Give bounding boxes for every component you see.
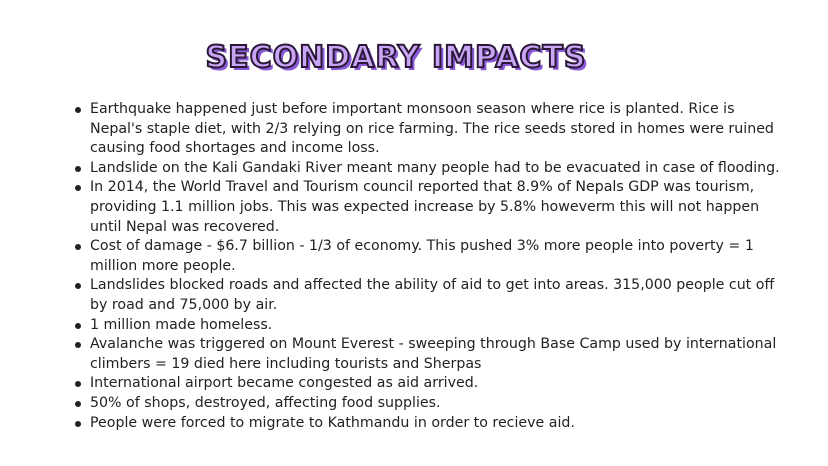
- bullet-item: [70, 335, 790, 374]
- bullet-item: [70, 237, 790, 276]
- bullet-item: [70, 394, 790, 414]
- bullet-item: [70, 374, 790, 394]
- bullet-item: [70, 316, 790, 336]
- bullet-dot-icon: [75, 283, 81, 289]
- bullet-text: Avalanche was triggered on Mount Everest - sweeping through Base Camp used by international climbers = 19 died here including tourists and Sherpas: [90, 336, 777, 372]
- bullet-item: [70, 414, 790, 434]
- bullet-text: International airport became congested as aid arrived.: [90, 375, 479, 392]
- bullet-dot-icon: [75, 185, 81, 191]
- bullet-dot-icon: [75, 244, 81, 250]
- slide-title: SECONDARY IMPACTS: [205, 40, 587, 75]
- bullet-item: [70, 178, 790, 237]
- bullet-text: Landslide on the Kali Gandaki River meant many people had to be evacuated in case of flooding.: [90, 159, 780, 176]
- bullet-text: Cost of damage - $6.7 billion - 1/3 of economy. This pushed 3% more people into poverty = 1 million more people.: [90, 238, 754, 274]
- bullet-text: Landslides blocked roads and affected the ability of aid to get into areas. 315,000 people cut off by road and 75,000 by air.: [90, 277, 775, 313]
- bullet-dot-icon: [75, 342, 81, 348]
- bullet-text: 50% of shops, destroyed, affecting food supplies.: [90, 394, 441, 411]
- bullet-item: [70, 100, 790, 159]
- bullet-dot-icon: [75, 107, 81, 113]
- bullet-dot-icon: [75, 421, 81, 427]
- bullet-item: [70, 276, 790, 315]
- bullet-list: [70, 100, 790, 433]
- bullet-text: Earthquake happened just before important monsoon season where rice is planted. Rice is Nepal's staple diet, with 2/3 relying on rice farming. The rice seeds stored in homes were ruined causing food shortages and income loss.: [90, 101, 774, 157]
- bullet-text: People were forced to migrate to Kathmandu in order to recieve aid.: [90, 414, 575, 431]
- bullet-dot-icon: [75, 401, 81, 407]
- bullet-dot-icon: [75, 166, 81, 172]
- bullet-text: In 2014, the World Travel and Tourism council reported that 8.9% of Nepals GDP was tourism, providing 1.1 million jobs. This was expected increase by 5.8% howeverm this will not happen until Nepal was recovered.: [90, 179, 760, 235]
- bullet-dot-icon: [75, 381, 81, 387]
- bullet-dot-icon: [75, 323, 81, 329]
- bullet-item: [70, 159, 790, 179]
- bullet-text: 1 million made homeless.: [90, 316, 273, 333]
